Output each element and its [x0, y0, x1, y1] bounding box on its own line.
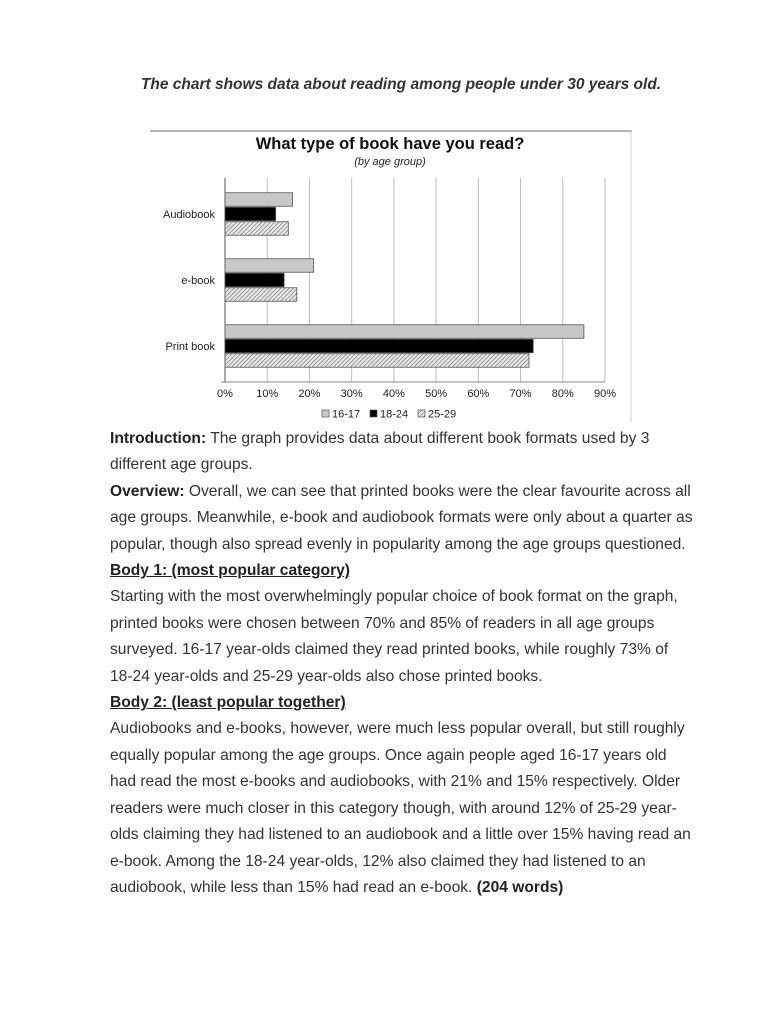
legend-label-25-29: 25-29	[428, 408, 457, 421]
legend-label-18-24: 18-24	[380, 408, 409, 421]
introduction-text: The graph provides data about different book formats used by 3 different age groups.	[110, 430, 650, 474]
body1-heading: Body 1: (most popular category)	[110, 562, 350, 580]
body2-heading: Body 2: (least popular together)	[110, 694, 346, 712]
chart-subtitle: (by age group)	[354, 156, 426, 168]
x-tick-label: 10%	[256, 388, 279, 400]
bar-chart	[150, 130, 632, 422]
essay	[110, 426, 695, 901]
legend-swatch-18-24	[370, 410, 377, 417]
introduction-paragraph	[110, 426, 695, 479]
x-tick-label: 20%	[298, 388, 321, 400]
bar-16-17-audiobook	[225, 193, 293, 207]
body1-text: Starting with the most overwhelmingly popular choice of book format on the graph, printed books were chosen between 70% and 85% of readers in all age groups surveyed. 16-17 year-olds claimed they read printed books, while roughly 73% of 18-24 year-olds and 25-29 year-olds also chose printed books.	[110, 588, 678, 685]
x-tick-label: 90%	[593, 388, 617, 400]
bar-18-24-e-book	[225, 273, 284, 287]
introduction-label: Introduction:	[110, 430, 207, 447]
x-tick-label: 50%	[425, 388, 448, 400]
x-tick-label: 80%	[551, 388, 574, 400]
bar-18-24-audiobook	[225, 207, 276, 221]
chart-title: What type of book have you read?	[255, 135, 525, 153]
x-tick-label: 70%	[509, 388, 532, 400]
category-label: Audiobook	[163, 209, 215, 221]
body2-text: Audiobooks and e-books, however, were much less popular overall, but still roughly equally popular among the age groups. Once again people aged 16-17 years old had read the most e-books and audiobooks, with 21% and 15% respectively. Older readers were much closer in this category though, with around 12% of 25-29 year-olds claiming they had listened to an audiobook and a little over 15% having read an e-book. Among the 18-24 year-olds, 12% also claimed they had listened to an audiobook, while less than 15% had read an e-book.	[110, 720, 691, 896]
bar-25-29-e-book	[225, 288, 297, 302]
category-label: e-book	[181, 275, 215, 287]
overview-text: Overall, we can see that printed books were the clear favourite across all age groups. Meanwhile, e-book and audiobook formats were only about a quarter as popular, though also spread evenly in popularity among the age groups questioned.	[110, 482, 693, 553]
legend-swatch-25-29	[418, 410, 425, 417]
x-tick-label: 60%	[467, 388, 490, 400]
bar-25-29-audiobook	[225, 222, 288, 236]
category-label: Print book	[165, 341, 215, 353]
x-tick-label: 0%	[217, 388, 233, 400]
x-tick-label: 30%	[340, 388, 363, 400]
page-heading: The chart shows data about reading among people under 30 years old.	[140, 76, 662, 93]
bar-16-17-e-book	[225, 259, 314, 273]
x-tick-label: 40%	[382, 388, 405, 400]
overview-paragraph	[110, 479, 695, 558]
legend-swatch-16-17	[322, 410, 329, 417]
overview-label: Overview:	[110, 482, 185, 500]
legend-label-16-17: 16-17	[332, 408, 361, 421]
body2-paragraph	[110, 716, 695, 901]
bar-16-17-print-book	[225, 325, 584, 339]
bar-25-29-print-book	[225, 354, 529, 368]
word-count: (204 words)	[476, 878, 564, 896]
chart-canvas	[150, 130, 632, 422]
bar-18-24-print-book	[225, 339, 533, 353]
